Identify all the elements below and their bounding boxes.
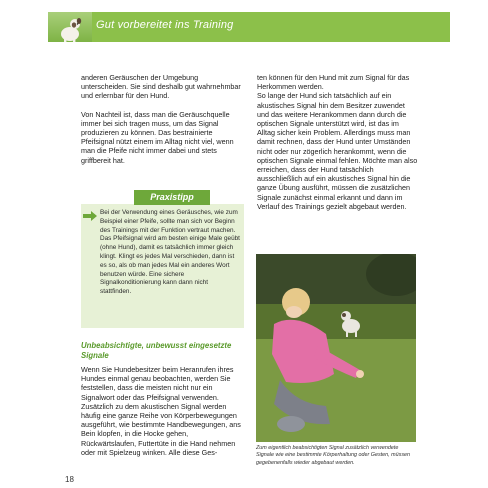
page-number: 18 <box>65 475 74 484</box>
practice-tip-label: Praxistipp <box>134 190 210 205</box>
arrow-right-icon <box>83 211 97 221</box>
photo-caption: Zum eigentlich beabsichtigten Signal zusätzlich verwendete Signale wie eine bestimmte Körperhaltung oder Gesten, müssen gegebenenfalls wieder abgebaut werden. <box>256 445 411 466</box>
paragraph: Wenn Sie Hundebesitzer beim Heranrufen ihres Hundes einmal genau beobachten, werden Sie feststellen, dass die meisten nicht nur ein Signalwort oder das Pfeifsignal verwenden. Zusätzlich zu dem akustischen Signal werden häufig eine ganze Reihe von Körperbewegungen ausgeführt, wie bestimmte Handbewegungen, ans Bein klopfen, in die Hocke gehen, Rückwärtslaufen, Futtertüte in die Hand nehmen oder mit Spielzeug winken. Alle diese Ges- <box>81 365 241 457</box>
practice-tip-text: Bei der Verwendung eines Geräusches, wie zum Beispiel einer Pfeife, sollte man sich vor Beginn des Trainings mit der Funktion vertraut machen. Das Pfeifsignal wird am besten einige Male geübt (ohne Hund), damit es tatsächlich immer gleich klingt. Klingt es jedes Mal verschieden, dann ist es so, als ob man jedes Mal ein anderes Wort benutzen würde. Eine sichere Signalkonditionierung kann dann nicht stattfinden. <box>100 209 240 296</box>
section-subheading: Unbeabsichtigte, unbewusst eingesetzte Signale <box>81 341 232 360</box>
paragraph: anderen Geräuschen der Umgebung unterscheiden. Sie sind deshalb gut wahrnehmbar und erlernbar für den Hund. <box>81 73 241 101</box>
chapter-title: Gut vorbereitet ins Training <box>96 19 234 31</box>
paragraph: Von Nachteil ist, dass man die Geräuschquelle immer bei sich tragen muss, um das Signal produzieren zu können. Das bestrainierte Pfeifsignal nützt einem im Alltag nicht viel, wenn man die Pfeife nicht immer dabei und stets griffbereit hat. <box>81 109 234 165</box>
left-column-bottom <box>81 365 241 466</box>
training-photo <box>256 254 416 442</box>
left-column <box>81 73 241 174</box>
right-column <box>257 73 418 220</box>
paragraph: ten können für den Hund mit zum Signal für das Herkommen werden. <box>257 73 410 92</box>
paragraph: So lange der Hund sich tatsächlich auf ein akustisches Signal hin dem Besitzer zuwendet und das weitere Herankommen dann durch die optischen Signale unterstützt wird, ist das im Alltag sicher kein Problem. Allerdings muss man damit rechnen, dass der Hund unter Umständen nicht oder nur zögerlich herankommt, wenn die optischen Signale einmal fehlen. Möchte man also erreichen, dass der Hund tatsächlich ausschließlich auf ein akustisches Signal hin die ganze Übung ausführt, müssen die zusätzlichen Signale zunächst einmal erkannt und dann im Verlauf des Trainings gezielt abgebaut werden. <box>257 91 418 211</box>
header-dog-image <box>48 12 92 42</box>
